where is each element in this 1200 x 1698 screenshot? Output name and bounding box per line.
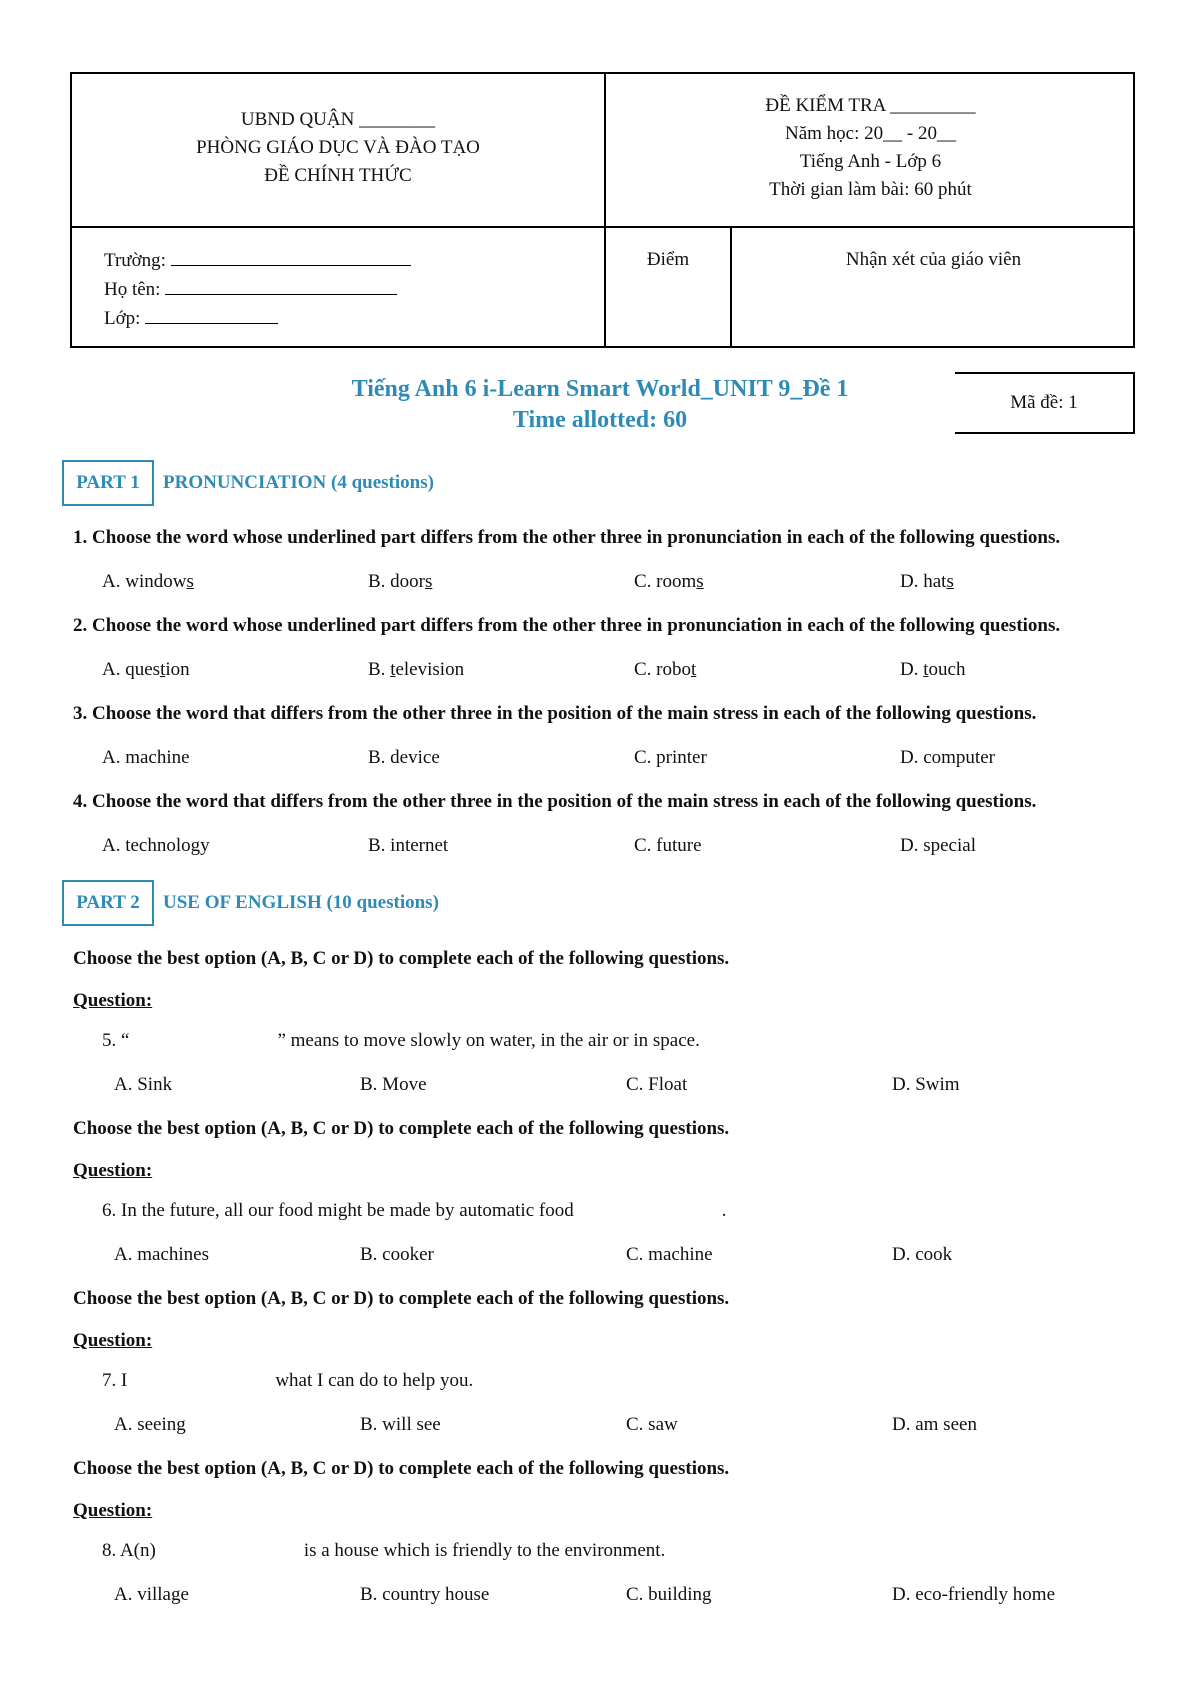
option-c[interactable]: C. printer (634, 747, 707, 768)
instruction: Choose the best option (A, B, C or D) to complete each of the following questions. (73, 948, 730, 969)
teacher-comment-label: Nhận xét của giáo viên (845, 249, 1022, 270)
subject-line: Tiếng Anh - Lớp 6 (799, 151, 942, 172)
part1-title: PRONUNCIATION (4 questions) (163, 472, 434, 493)
question-label: Question: (73, 1160, 153, 1181)
option-d[interactable]: D. Swim (892, 1074, 960, 1095)
option-b[interactable]: B. television (368, 659, 465, 680)
option-b[interactable]: B. device (368, 747, 440, 768)
question-stem: 4. Choose the word that differs from the other three in the position of the main stress in each of the following questions. (73, 791, 1037, 812)
option-d[interactable]: D. computer (900, 747, 995, 768)
question-stem: 1. Choose the word whose underlined part differs from the other three in pronunciation in each of the following questions. (73, 527, 1061, 548)
option-b[interactable]: B. cooker (360, 1244, 434, 1265)
score-label: Điểm (646, 249, 690, 270)
header-table (70, 72, 1135, 348)
option-a[interactable]: A. windows (102, 571, 194, 592)
option-a[interactable]: A. village (114, 1584, 189, 1605)
option-c[interactable]: C. robot (634, 659, 697, 680)
question-label: Question: (73, 990, 153, 1011)
option-d[interactable]: D. cook (892, 1244, 953, 1265)
student-info (104, 246, 584, 333)
divider (72, 226, 1133, 228)
option-b[interactable]: B. country house (360, 1584, 490, 1605)
option-c[interactable]: C. saw (626, 1414, 678, 1435)
option-c[interactable]: C. rooms (634, 571, 704, 592)
instruction: Choose the best option (A, B, C or D) to complete each of the following questions. (73, 1118, 730, 1139)
time-allotted: Time allotted: 60 (512, 407, 688, 433)
header-left (72, 106, 604, 190)
option-c[interactable]: C. building (626, 1584, 712, 1605)
question-stem: 8. A(n) is a house which is friendly to the environment. (102, 1540, 666, 1561)
class-label: Lớp: (104, 308, 141, 329)
class-field[interactable] (145, 307, 278, 324)
option-a[interactable]: A. question (102, 659, 190, 680)
exam-title (200, 374, 1000, 436)
option-d[interactable]: D. am seen (892, 1414, 977, 1435)
question-stem: 2. Choose the word whose underlined part differs from the other three in pronunciation in each of the following questions. (73, 615, 1061, 636)
exam-code: Mã đề: 1 (1010, 392, 1078, 413)
duration-line: Thời gian làm bài: 60 phút (769, 179, 972, 200)
official-line: ĐỀ CHÍNH THỨC (264, 165, 412, 186)
instruction: Choose the best option (A, B, C or D) to complete each of the following questions. (73, 1458, 730, 1479)
part1-label-box (62, 460, 154, 506)
header-right (606, 92, 1135, 204)
exam-line: ĐỀ KIỂM TRA _________ (765, 95, 976, 116)
part2-title: USE OF ENGLISH (10 questions) (163, 892, 439, 913)
option-a[interactable]: A. seeing (114, 1414, 186, 1435)
option-c[interactable]: C. machine (626, 1244, 713, 1265)
option-d[interactable]: D. touch (900, 659, 966, 680)
option-b[interactable]: B. will see (360, 1414, 441, 1435)
option-b[interactable]: B. Move (360, 1074, 427, 1095)
option-d[interactable]: D. eco-friendly home (892, 1584, 1056, 1605)
question-stem: 6. In the future, all our food might be made by automatic food . (102, 1200, 727, 1221)
part2-label-box (62, 880, 154, 926)
option-b[interactable]: B. doors (368, 571, 433, 592)
option-a[interactable]: A. machines (114, 1244, 209, 1265)
option-d[interactable]: D. hats (900, 571, 954, 592)
school-field[interactable] (171, 249, 411, 266)
question-label: Question: (73, 1500, 153, 1521)
instruction: Choose the best option (A, B, C or D) to complete each of the following questions. (73, 1288, 730, 1309)
option-a[interactable]: A. machine (102, 747, 190, 768)
part2-label: PART 2 (76, 892, 140, 913)
option-a[interactable]: A. Sink (114, 1074, 173, 1095)
option-a[interactable]: A. technology (102, 835, 210, 856)
name-label: Họ tên: (104, 279, 161, 300)
school-year-line: Năm học: 20__ - 20__ (785, 123, 956, 144)
question-label: Question: (73, 1330, 153, 1351)
school-label: Trường: (104, 250, 166, 271)
name-field[interactable] (165, 278, 397, 295)
exam-code-box (955, 372, 1135, 434)
department-line: PHÒNG GIÁO DỤC VÀ ĐÀO TẠO (196, 137, 480, 158)
district-line: UBND QUẬN ________ (240, 109, 436, 130)
option-c[interactable]: C. Float (626, 1074, 688, 1095)
question-stem: 3. Choose the word that differs from the other three in the position of the main stress in each of the following questions. (73, 703, 1037, 724)
question-stem: 5. “ ” means to move slowly on water, in the air or in space. (102, 1030, 700, 1051)
option-b[interactable]: B. internet (368, 835, 449, 856)
option-c[interactable]: C. future (634, 835, 702, 856)
question-stem: 7. I what I can do to help you. (102, 1370, 474, 1391)
option-d[interactable]: D. special (900, 835, 976, 856)
divider (730, 226, 732, 348)
title-line: Tiếng Anh 6 i-Learn Smart World_UNIT 9_Đề 1 (351, 376, 849, 402)
part1-label: PART 1 (76, 472, 140, 493)
